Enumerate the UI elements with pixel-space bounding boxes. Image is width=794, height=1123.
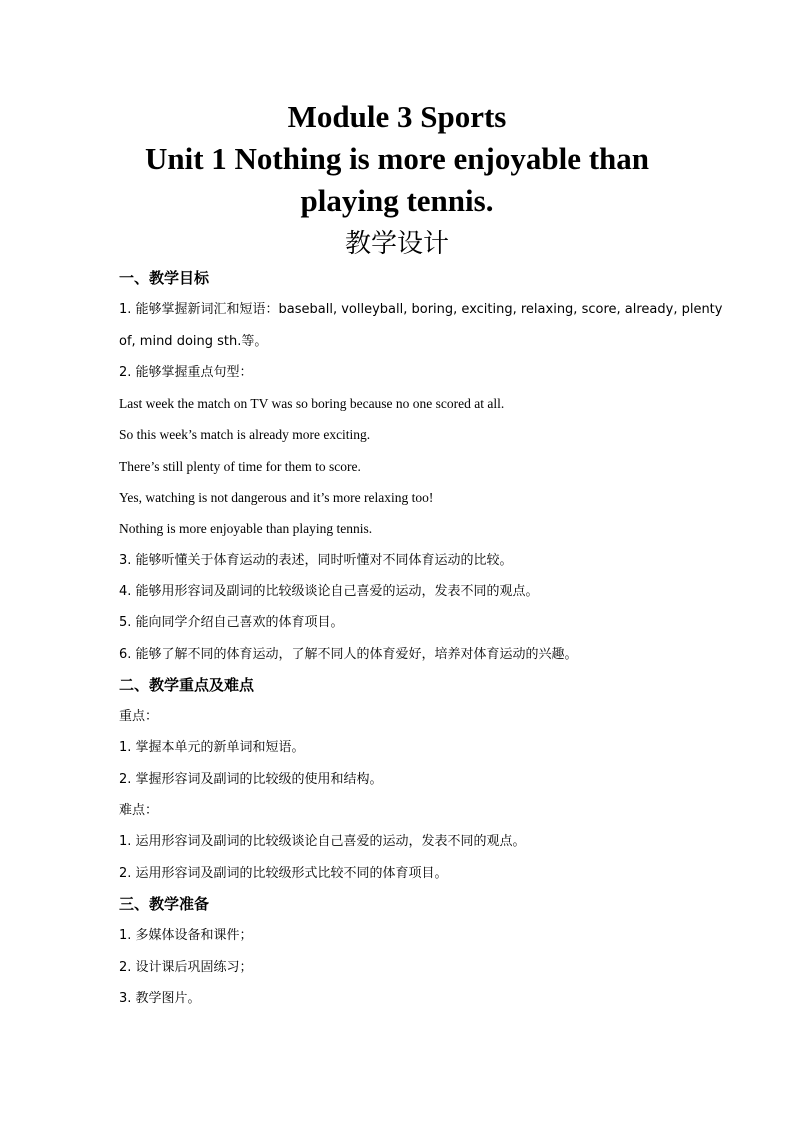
body-line: So this week’s match is already more exciting. [119, 427, 371, 443]
body-line: 5. 能向同学介绍自己喜欢的体育项目。 [119, 615, 344, 631]
body-line: 2. 掌握形容词及副词的比较级的使用和结构。 [119, 771, 383, 787]
body-line: 1. 运用形容词及副词的比较级谈论自己喜爱的运动，发表不同的观点。 [119, 834, 526, 850]
body-line: Nothing is more enjoyable than playing tennis. [119, 521, 373, 537]
body-line: Yes, watching is not dangerous and it’s more relaxing too! [119, 490, 434, 506]
unit-title-continued: playing tennis. [300, 183, 494, 218]
body-line: 2. 设计课后巩固练习； [119, 959, 253, 975]
body-line: 3. 能够听懂关于体育运动的表述，同时听懂对不同体育运动的比较。 [119, 552, 513, 568]
section-heading: 一、教学目标 [119, 269, 210, 287]
title-block [0, 96, 794, 264]
section-heading: 二、教学重点及难点 [119, 675, 255, 694]
body-line: of, mind doing sth.等。 [119, 333, 268, 349]
body-line: 4. 能够用形容词及副词的比较级谈论自己喜爱的运动，发表不同的观点。 [119, 583, 539, 599]
body-line: 1. 掌握本单元的新单词和短语。 [119, 740, 305, 756]
module-title: Module 3 Sports [287, 99, 507, 134]
section-heading: 三、教学准备 [119, 894, 210, 913]
document-type-title: 教学设计 [344, 229, 449, 259]
body-line: 重点： [119, 709, 159, 725]
body-line: 2. 运用形容词及副词的比较级形式比较不同的体育项目。 [119, 865, 448, 881]
unit-title: Unit 1 Nothing is more enjoyable than [144, 141, 650, 176]
body-line: 1. 能够掌握新词汇和短语：baseball, volleyball, boring, exciting, relaxing, score, already, plenty [119, 302, 723, 318]
document-body [119, 263, 723, 1014]
body-line: 2. 能够掌握重点句型： [119, 364, 253, 380]
body-line: 难点： [119, 803, 159, 819]
body-line: 3. 教学图片。 [119, 990, 201, 1006]
body-line: There’s still plenty of time for them to score. [119, 458, 361, 474]
body-line: 1. 多媒体设备和课件； [119, 928, 253, 944]
body-line: Last week the match on TV was so boring because no one scored at all. [119, 396, 505, 412]
body-line: 6. 能够了解不同的体育运动，了解不同人的体育爱好，培养对体育运动的兴趣。 [119, 646, 578, 662]
